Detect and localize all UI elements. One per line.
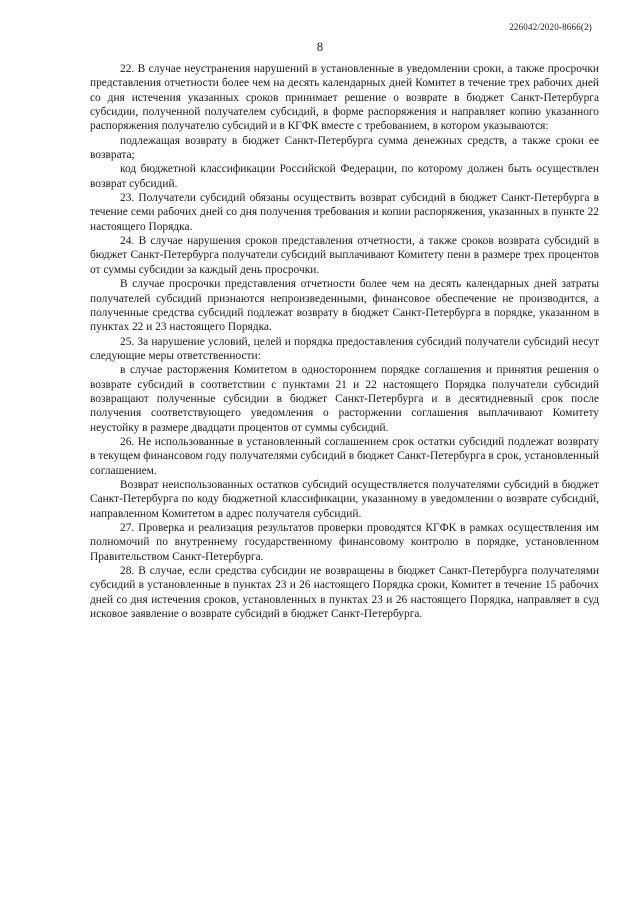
paragraph-23: 23. Получатели субсидий обязаны осуществить возврат субсидий в бюджет Санкт-Петербурга в течение семи рабочих дней со дня получения требования и копии распоряжения, указанных в пункте 22 настоящего Порядка.: [90, 192, 599, 233]
paragraph-22: 22. В случае неустранения нарушений в установленные в уведомлении сроки, а также просрочки представления отчетности более чем на десять календарных дней Комитет в течение трех рабочих дней со дня истечения указанных сроков принимает решение о возврате в бюджет Санкт-Петербурга субсидии, полученной получателем субсидий, в форме распоряжения и направляет копию указанного распоряжения получателю субсидий и в КГФК вместе с требованием, в котором указываются:: [90, 63, 599, 133]
document-number: 226042/2020-8666(2): [509, 22, 592, 32]
paragraph-22-item-code: код бюджетной классификации Российской Федерации, по которому должен быть осуществлен возврат субсидий.: [90, 163, 599, 190]
paragraph-28: 28. В случае, если средства субсидии не возвращены в бюджет Санкт-Петербурга получателями субсидий в установленные в пунктах 23 и 26 настоящего Порядка сроки, Комитет в течение 15 рабочих дней со дня истечения сроков, установленных в пунктах 23 и 26 настоящего Порядка, направляет в суд исковое заявление о возврате субсидий в бюджет Санкт-Петербурга.: [90, 565, 599, 621]
paragraph-26: 26. Не использованные в установленный соглашением срок остатки субсидий подлежат возврату в текущем финансовом году получателями субсидий в бюджет Санкт-Петербурга в срок, установленный соглашением.: [90, 435, 599, 477]
paragraph-24-continuation: В случае просрочки представления отчетности более чем на десять календарных дней затраты получателей субсидий признаются непроизведенными, финансовое обеспечение не производится, а полученные средства субсидий подлежат возврату в бюджет Санкт-Петербурга в порядке, указанном в пунктах 22 и 23 настоящего Порядка.: [90, 278, 599, 334]
document-body: [90, 62, 599, 621]
paragraph-25-item: в случае расторжения Комитетом в одностороннем порядке соглашения и принятия решения о возврате субсидий в соответствии с пунктами 21 и 22 настоящего Порядка получатели субсидий возвращают полученные субсидии в бюджет Санкт-Петербурга и в десятидневный срок после получения соответствующего уведомления о расторжении соглашения выплачивают Комитету неустойку в размере двадцати процентов от суммы субсидий.: [90, 364, 599, 434]
paragraph-24: 24. В случае нарушения сроков представления отчетности, а также сроков возврата субсидий в бюджет Санкт-Петербурга получатели субсидий выплачивают Комитету пени в размере трех процентов от суммы субсидии за каждый день просрочки.: [90, 235, 599, 276]
page-number: 8: [316, 40, 324, 54]
paragraph-26-continuation: Возврат неиспользованных остатков субсидий осуществляется получателями субсидий в бюджет Санкт-Петербурга по коду бюджетной классификации, указанному в уведомлении о возврате субсидий, направленном Комитетом в адрес получателя субсидий.: [90, 478, 599, 520]
paragraph-22-item-amount: подлежащая возврату в бюджет Санкт-Петербурга сумма денежных средств, а также сроки ее возврата;: [90, 134, 599, 162]
paragraph-25: 25. За нарушение условий, целей и порядка предоставления субсидий получатели субсидий несут следующие меры ответственности:: [90, 335, 599, 362]
paragraph-27: 27. Проверка и реализация результатов проверки проводятся КГФК в рамках осуществления им полномочий по внутреннему государственному финансовому контролю в порядке, установленном Правительством Санкт-Петербурга.: [90, 522, 599, 563]
